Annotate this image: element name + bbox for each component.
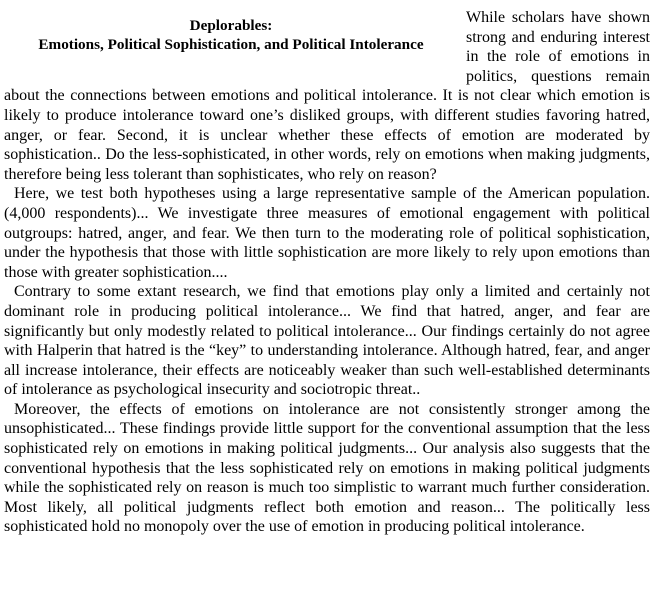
- paragraph-4: Moreover, the effects of emotions on intolerance are not consistently stronger among the unsophisticated... These findings provide little support for the conventional assumption that the less sophisticated rely on emotions in making political judgments... Our analysis also suggests that the conventional hypothesis that the less sophisticated rely on emotions in making political judgments while the sophisticated rely on reason is much too simplistic to warrant much further consideration. Most likely, all political judgments reflect both emotion and reason... The politically less sophisticated hold no monopoly over the use of emotion in producing political intolerance.: [4, 400, 650, 536]
- paragraph-3: Contrary to some extant research, we find that emotions play only a limited and certainly not dominant role in producing political intolerance... We find that hatred, anger, and fear are significantly but only modestly related to political intolerance... Our findings certainly do not agree with Halperin that hatred is the “key” to understanding intolerance. Although hatred, fear, and anger all increase intolerance, their effects are noticeably weaker than such well-established determinants of intolerance as psychological insecurity and sociotropic threat..: [4, 283, 650, 399]
- abstract-body: [4, 8, 650, 537]
- paragraph-1: While scholars have shown strong and enduring interest in the role of emotions in politics, questions remain about the connections between emotions and political intolerance. It is not clear which emotion is likely to produce intolerance toward one’s disliked groups, with different studies favoring hatred, anger, or fear. Second, it is unclear whether these effects of emotion are moderated by sophistication.. Do the less-sophisticated, in other words, rely on emotions when making judgments, therefore being less tolerant than sophisticates, who rely on reason?: [4, 9, 650, 183]
- title-float-spacer: [4, 8, 466, 67]
- title-line-1: Deplorables:: [189, 17, 273, 34]
- paragraph-2: Here, we test both hypotheses using a large representative sample of the American population. (4,000 respondents)... We investigate three measures of emotional engagement with political outgroups: hatred, anger, and fear. We then turn to the moderating role of political sophistication, under the hypothesis that those with little sophistication are more likely to rely upon emotions than those with greater sophistication....: [4, 185, 650, 281]
- title-line-2: Emotions, Political Sophistication, and Political Intolerance: [38, 36, 424, 53]
